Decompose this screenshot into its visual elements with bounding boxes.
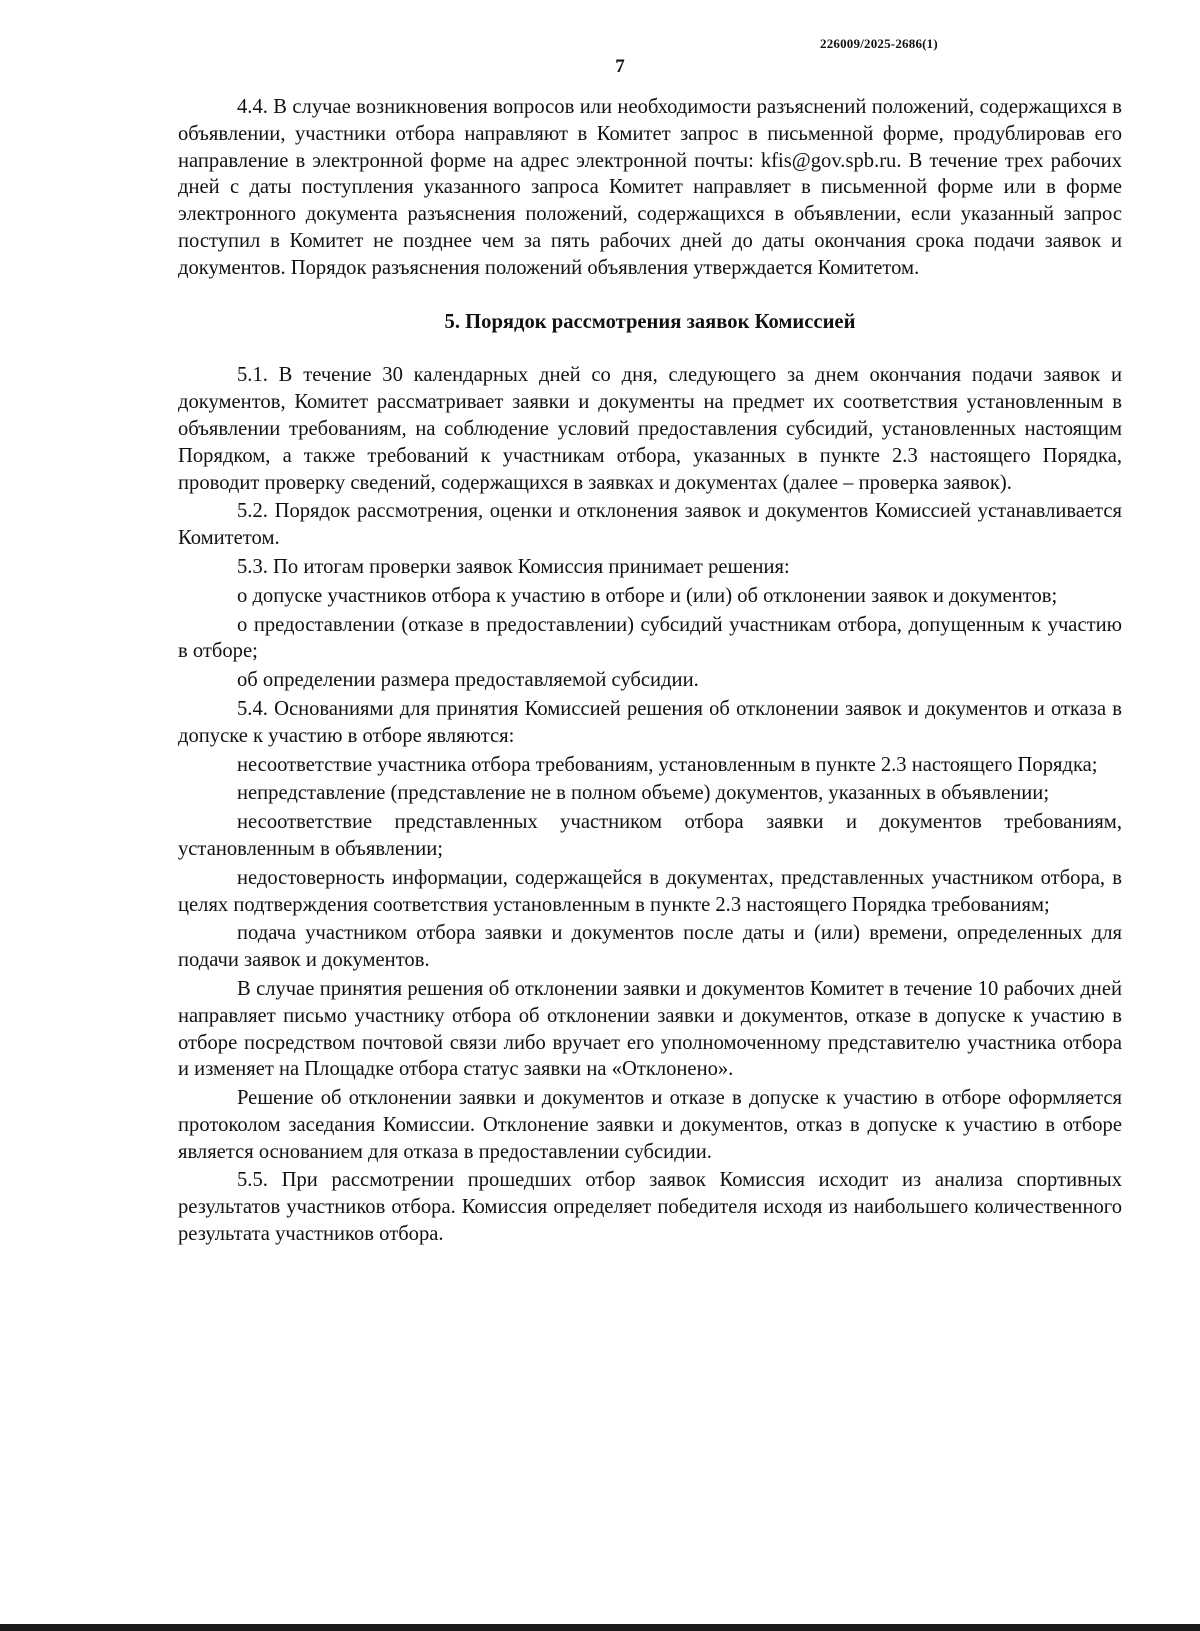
decision-item-subsidy: о предоставлении (отказе в предоставлении) субсидий участникам отбора, допущенным к участию в отборе; <box>178 613 1122 663</box>
document-body <box>178 94 1122 1248</box>
rejection-ground-late-submission: подача участником отбора заявки и документов после даты и (или) времени, определенных для подачи заявок и документов. <box>178 922 1122 972</box>
rejection-ground-unreliable-info: недостоверность информации, содержащейся в документах, представленных участником отбора, в целях подтверждения соответствия установленным в пункте 2.3 настоящего Порядка требованиям; <box>178 866 1122 916</box>
section-heading: 5. Порядок рассмотрения заявок Комиссией <box>444 310 856 333</box>
paragraph-rejection-notice: В случае принятия решения об отклонении заявки и документов Комитет в течение 10 рабочих дней направляет письмо участнику отбора об отклонении заявки и документов, отказе в допуске к участию в отборе посредством почтовой связи либо вручает его уполномоченному представителю участника отбора и изменяет на Площадке отбора статус заявки на «Отклонено». <box>178 977 1122 1081</box>
rejection-ground-missing-documents: непредставление (представление не в полном объеме) документов, указанных в объявлении; <box>237 782 1050 805</box>
document-registration-number: 226009/2025-2686(1) <box>820 36 938 51</box>
scan-bottom-edge <box>0 1624 1200 1631</box>
paragraph-5-1: 5.1. В течение 30 календарных дней со дня, следующего за днем окончания подачи заявок и документов, Комитет рассматривает заявки и документы на предмет их соответствия установленным в объявлении требованиям, на соблюдение условий предоставления субсидий, установленных настоящим Порядком, а также требований к участникам отбора, указанных в пункте 2.3 настоящего Порядка, проводит проверку сведений, содержащихся в заявках и документах (далее – проверка заявок). <box>178 364 1122 494</box>
paragraph-rejection-protocol: Решение об отклонении заявки и документов и отказе в допуске к участию в отборе оформляется протоколом заседания Комиссии. Отклонение заявки и документов, отказ в допуске к участию в отборе является основанием для отказа в предоставлении субсидии. <box>178 1087 1122 1163</box>
decision-item-amount: об определении размера предоставляемой субсидии. <box>237 669 699 692</box>
paragraph-5-2: 5.2. Порядок рассмотрения, оценки и отклонения заявок и документов Комиссией устанавливается Комитетом. <box>178 500 1122 550</box>
paragraph-4-4: 4.4. В случае возникновения вопросов или необходимости разъяснений положений, содержащихся в объявлении, участники отбора направляют в Комитет запрос в письменной форме, продублировав его направление в электронной форме на адрес электронной почты: kfis@gov.spb.ru. В течение трех рабочих дней с даты поступления указанного запроса Комитет направляет в письменной форме или в форме электронного документа разъяснения положений, содержащихся в объявлении, если указанный запрос поступил в Комитет не позднее чем за пять рабочих дней до даты окончания срока подачи заявок и документов. Порядок разъяснения положений объявления утверждается Комитетом. <box>178 96 1122 279</box>
paragraph-5-4: 5.4. Основаниями для принятия Комиссией решения об отклонении заявок и документов и отказа в допуске к участию в отборе являются: <box>178 697 1122 747</box>
paragraph-5-3: 5.3. По итогам проверки заявок Комиссия принимает решения: <box>237 555 790 578</box>
decision-item-admission: о допуске участников отбора к участию в отборе и (или) об отклонении заявок и документов; <box>237 584 1058 607</box>
rejection-ground-requirements: несоответствие участника отбора требованиям, установленным в пункте 2.3 настоящего Порядка; <box>237 753 1098 776</box>
paragraph-5-5: 5.5. При рассмотрении прошедших отбор заявок Комиссия исходит из анализа спортивных результатов участников отбора. Комиссия определяет победителя исходя из наибольшего количественного результата участников отбора. <box>178 1169 1122 1246</box>
page-number: 7 <box>615 56 625 77</box>
rejection-ground-nonconformity: несоответствие представленных участником отбора заявки и документов требованиям, установленным в объявлении; <box>178 811 1122 860</box>
